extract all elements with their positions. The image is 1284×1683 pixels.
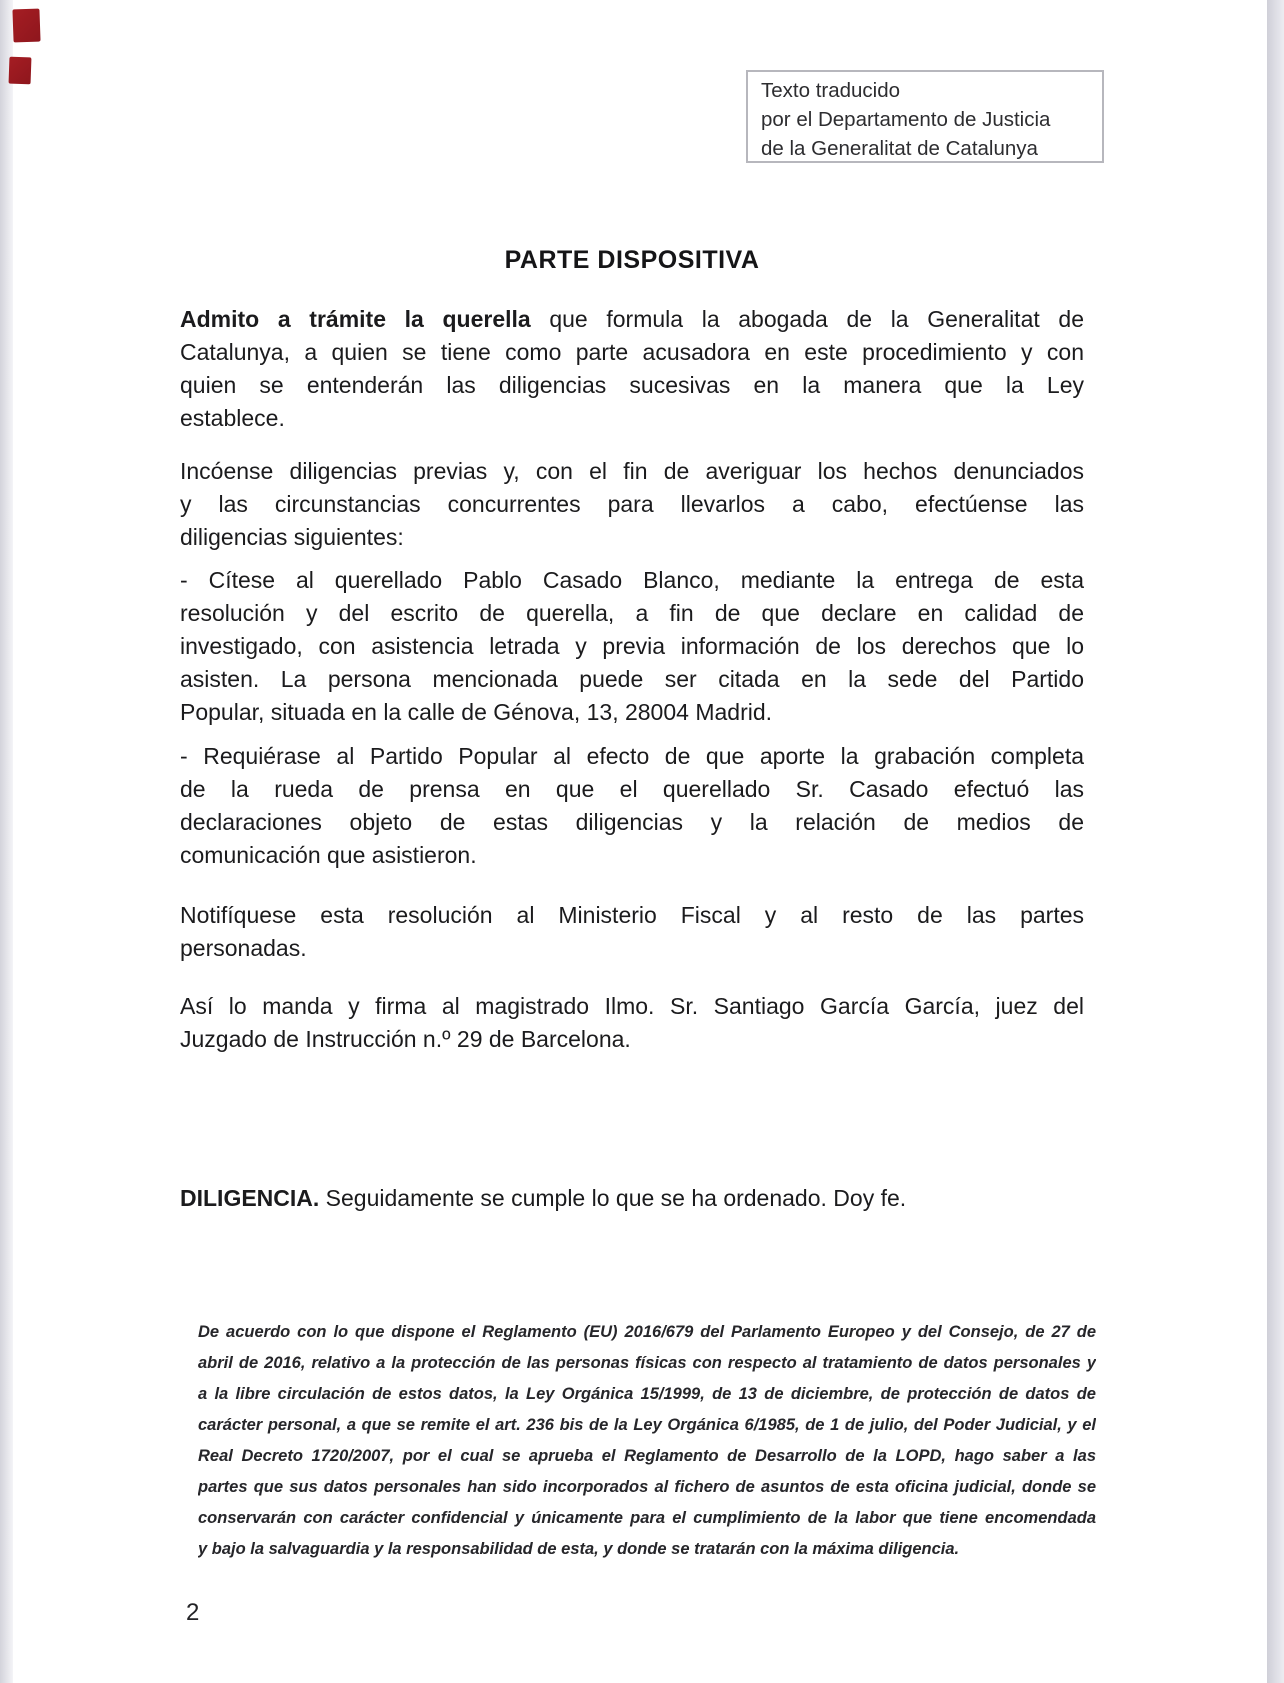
text-line: Admito a trámite la querella que formula la abogada de la Generalitat de xyxy=(180,306,1084,332)
translation-credit-box xyxy=(746,70,1104,163)
text-line: diligencias siguientes: xyxy=(180,524,404,550)
red-stamp-mark-1 xyxy=(12,9,40,43)
paragraph-notificacion xyxy=(180,899,1084,965)
text-line: Notifíquese esta resolución al Ministerio Fiscal y al resto de las partes xyxy=(180,902,1084,928)
translation-credit-line-3: de la Generalitat de Catalunya xyxy=(761,137,1038,160)
paragraph-firma-magistrado xyxy=(180,990,1084,1056)
text-line: - Requiérase al Partido Popular al efecto de que aporte la grabación completa xyxy=(180,743,1084,769)
page-title: PARTE DISPOSITIVA xyxy=(504,246,760,274)
privacy-notice-line: carácter personal, a que se remite el art. 236 bis de la Ley Orgánica 6/1985, de 1 de julio, del Poder Judicial, y el xyxy=(198,1416,1096,1434)
scan-edge-left xyxy=(0,0,13,1683)
privacy-notice-line: conservarán con carácter confidencial y únicamente para el cumplimiento de la labor que tiene encomendada xyxy=(198,1509,1096,1527)
text-line: Así lo manda y firma al magistrado Ilmo. Sr. Santiago García García, juez del xyxy=(180,993,1084,1019)
paragraph-diligencias-previas xyxy=(180,455,1084,554)
text-line: resolución y del escrito de querella, a fin de que declare en calidad de xyxy=(180,600,1084,626)
privacy-notice-line: y bajo la salvaguardia y la responsabilidad de esta, y donde se tratarán con la máxima diligencia. xyxy=(198,1540,960,1558)
text-line: declaraciones objeto de estas diligencias y la relación de medios de xyxy=(180,809,1084,835)
scan-edge-right xyxy=(1267,0,1284,1683)
privacy-notice-line: partes que sus datos personales han sido incorporados al fichero de asuntos de esta oficina judicial, donde se xyxy=(198,1478,1096,1496)
privacy-notice xyxy=(198,1317,1096,1565)
paragraph-admision-querella xyxy=(180,303,1084,435)
page-number: 2 xyxy=(186,1599,200,1626)
red-stamp-mark-2 xyxy=(9,57,32,85)
text-line: establece. xyxy=(180,405,285,431)
translation-credit-line-1: Texto traducido xyxy=(761,79,901,102)
text-line: personadas. xyxy=(180,935,307,961)
paragraph-citacion-querellado xyxy=(180,564,1084,729)
bold-lead: DILIGENCIA. xyxy=(180,1185,320,1211)
text-line: y las circunstancias concurrentes para llevarlos a cabo, efectúense las xyxy=(180,491,1084,517)
text-line: Popular, situada en la calle de Génova, 13, 28004 Madrid. xyxy=(180,699,773,725)
privacy-notice-line: a la libre circulación de estos datos, la Ley Orgánica 15/1999, de 13 de diciembre, de protección de datos de xyxy=(198,1385,1096,1403)
text-line: investigado, con asistencia letrada y previa información de los derechos que lo xyxy=(180,633,1084,659)
diligencia-line: DILIGENCIA. Seguidamente se cumple lo que se ha ordenado. Doy fe. xyxy=(180,1185,907,1211)
privacy-notice-line: abril de 2016, relativo a la protección de las personas físicas con respecto al tratamiento de datos personales y xyxy=(198,1354,1096,1372)
paragraph-requerimiento-grabacion xyxy=(180,740,1084,872)
privacy-notice-line: De acuerdo con lo que dispone el Reglamento (EU) 2016/679 del Parlamento Europeo y del Consejo, de 27 de xyxy=(198,1323,1096,1341)
text-line: Catalunya, a quien se tiene como parte acusadora en este procedimiento y con xyxy=(180,339,1084,365)
text-line: Incóense diligencias previas y, con el fin de averiguar los hechos denunciados xyxy=(180,458,1084,484)
text-line: quien se entenderán las diligencias sucesivas en la manera que la Ley xyxy=(180,372,1084,398)
text-line: asisten. La persona mencionada puede ser citada en la sede del Partido xyxy=(180,666,1084,692)
text-line: de la rueda de prensa en que el querellado Sr. Casado efectuó las xyxy=(180,776,1084,802)
privacy-notice-line: Real Decreto 1720/2007, por el cual se aprueba el Reglamento de Desarrollo de la LOPD, hago saber a las xyxy=(198,1447,1096,1465)
text-line: Juzgado de Instrucción n.º 29 de Barcelona. xyxy=(180,1026,631,1052)
text-line: comunicación que asistieron. xyxy=(180,842,477,868)
bold-lead: Admito a trámite la querella xyxy=(180,306,531,332)
text-line: - Cítese al querellado Pablo Casado Blanco, mediante la entrega de esta xyxy=(180,567,1084,593)
translation-credit-line-2: por el Departamento de Justicia xyxy=(761,108,1051,131)
